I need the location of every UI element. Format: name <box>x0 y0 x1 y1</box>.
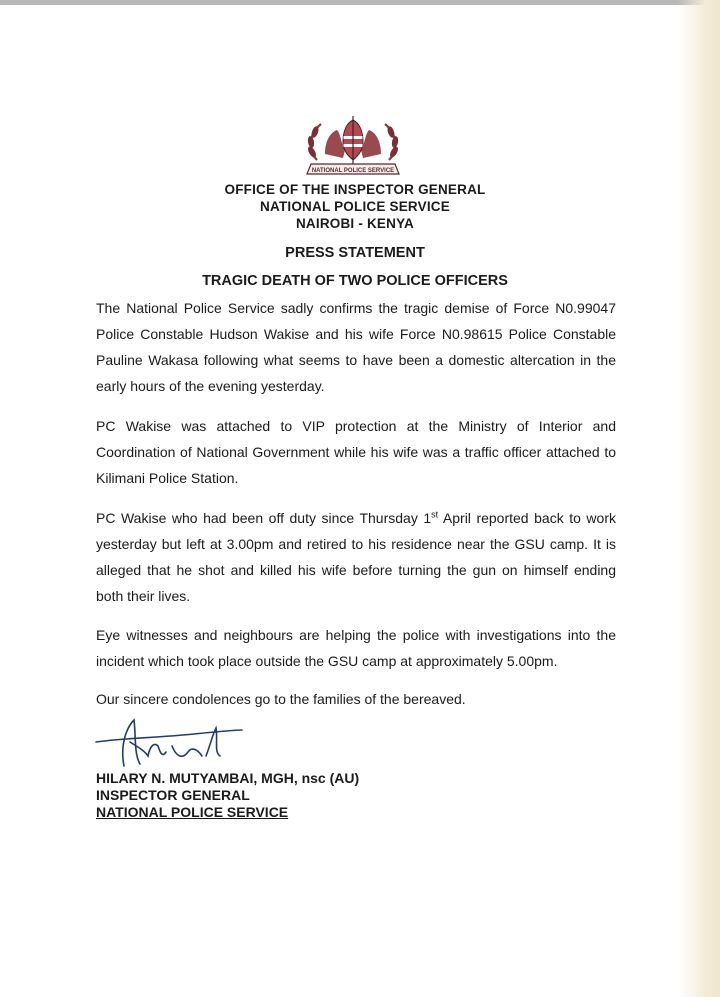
signatory-name: HILARY N. MUTYAMBAI, MGH, nsc (AU) <box>96 770 360 786</box>
signatory-organization: NATIONAL POLICE SERVICE <box>96 804 289 820</box>
location-title: NAIROBI - KENYA <box>295 216 414 231</box>
service-title: NATIONAL POLICE SERVICE <box>260 199 450 214</box>
police-emblem-icon <box>303 114 403 176</box>
document-type: PRESS STATEMENT <box>285 245 425 261</box>
scan-page-edge-shadow <box>678 0 720 997</box>
scan-top-border <box>0 0 720 5</box>
paragraph-assignment: PC Wakise was attached to VIP protection at the Ministry of Interior and Coordination of National Government while his wife was a traffic officer attached to Kilimani Police Station. <box>96 418 616 486</box>
statement-title: TRAGIC DEATH OF TWO POLICE OFFICERS <box>202 273 508 289</box>
paragraph-incident <box>96 505 616 609</box>
paragraph-confirmation: The National Police Service sadly confirms the tragic demise of Force N0.99047 Police Constable Hudson Wakise and his wife Force N0.98615 Police Constable Pauline Wakasa following what seems to have been a domestic altercation in the early hours of the evening yesterday. <box>96 300 616 394</box>
paragraph-incident-part2: April reported back to work yesterday but left at 3.00pm and retired to his residence near the GSU camp. It is alleged that he shot and killed his wife before turning the gun on himself ending both their lives. <box>96 510 616 604</box>
handwritten-signature <box>94 716 244 776</box>
paragraph-incident-part1: PC Wakise who had been off duty since Thursday 1 <box>96 510 432 526</box>
office-title: OFFICE OF THE INSPECTOR GENERAL <box>224 182 486 197</box>
emblem-banner-text: NATIONAL POLICE SERVICE <box>311 168 395 174</box>
paragraph-investigation: Eye witnesses and neighbours are helping the police with investigations into the incident which took place outside the GSU camp at approximately 5.00pm. <box>96 627 616 669</box>
date-ordinal: st <box>431 509 439 520</box>
signatory-position: INSPECTOR GENERAL <box>96 787 250 803</box>
paragraph-condolences: Our sincere condolences go to the families of the bereaved. <box>96 691 466 707</box>
